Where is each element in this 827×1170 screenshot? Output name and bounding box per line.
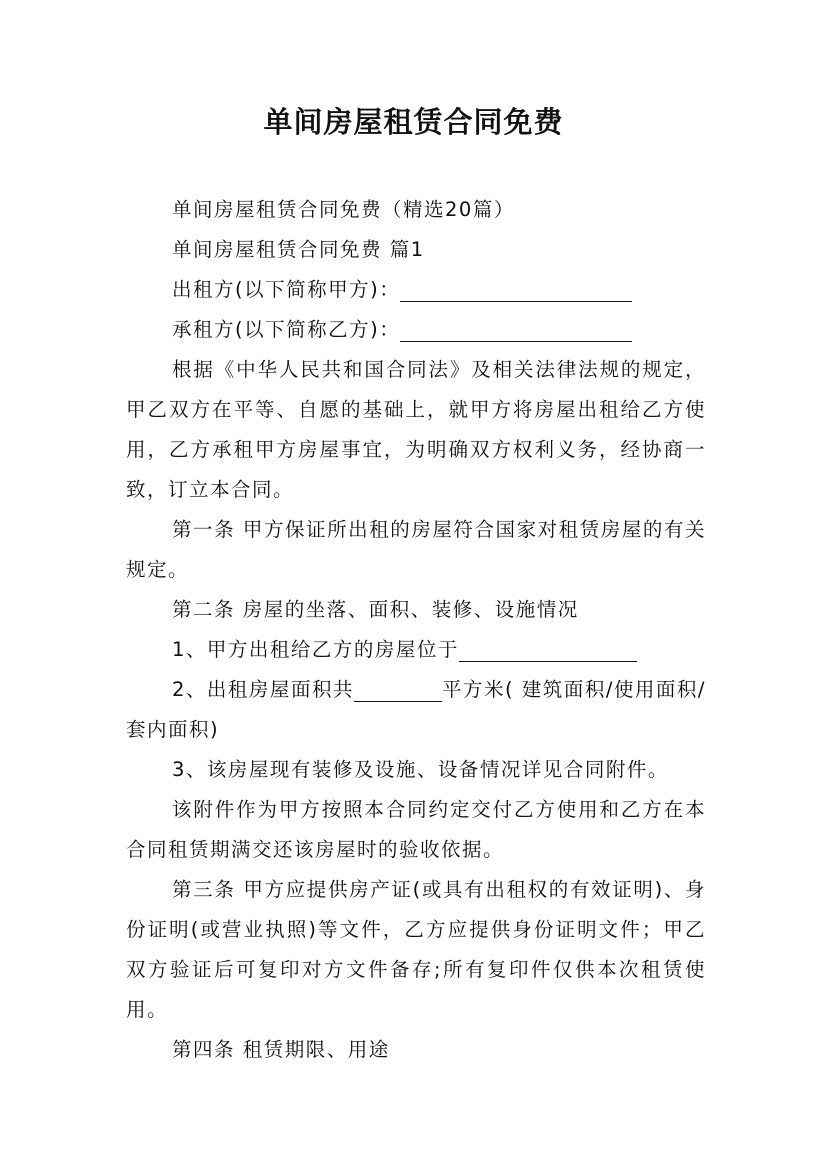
paragraph <box>126 790 706 870</box>
fill-in-blank <box>354 675 442 702</box>
paragraph <box>126 270 706 310</box>
paragraph <box>126 1030 706 1070</box>
paragraph-text: 单间房屋租赁合同免费 篇1 <box>172 238 425 261</box>
paragraph <box>126 870 706 1030</box>
paragraph <box>126 310 706 350</box>
paragraph-text: 第二条 房屋的坐落、面积、装修、设施情况 <box>172 598 579 621</box>
paragraph-text: 出租方(以下简称甲方)： <box>172 278 401 301</box>
paragraph <box>126 750 706 790</box>
paragraph-text: 根据《中华人民共和国合同法》及相关法律法规的规定，甲乙双方在平等、自愿的基础上，就甲方将房屋出租给乙方使用，乙方承租甲方房屋事宜，为明确双方权利义务，经协商一致，订立本合同。 <box>126 358 706 501</box>
paragraph-text: 第三条 甲方应提供房产证(或具有出租权的有效证明)、身份证明(或营业执照)等文件，乙方应提供身份证明文件；甲乙双方验证后可复印对方文件备存;所有复印件仅供本次租赁使用。 <box>126 878 706 1021</box>
paragraph-text: 第四条 租赁期限、用途 <box>172 1038 390 1061</box>
paragraph <box>126 190 706 230</box>
paragraph <box>126 350 706 510</box>
fill-in-blank <box>400 315 632 342</box>
paragraph-text: 单间房屋租赁合同免费（精选20篇） <box>172 198 515 221</box>
paragraph-text: 2、出租房屋面积共 <box>172 678 354 701</box>
fill-in-blank <box>400 275 632 302</box>
paragraph-text: 第一条 甲方保证所出租的房屋符合国家对租赁房屋的有关规定。 <box>126 518 706 581</box>
paragraph <box>126 590 706 630</box>
paragraph-text: 1、甲方出租给乙方的房屋位于 <box>172 638 459 661</box>
paragraph-text: 承租方(以下简称乙方)： <box>172 318 401 341</box>
paragraph-text-after-blank: 平方米( 建筑面积/使用面积/套内面积) <box>126 678 706 741</box>
paragraph <box>126 510 706 590</box>
document-title: 单间房屋租赁合同免费 <box>263 105 564 139</box>
fill-in-blank <box>459 635 637 662</box>
paragraph <box>126 670 706 750</box>
paragraph-text: 3、该房屋现有装修及设施、设备情况详见合同附件。 <box>172 758 669 781</box>
paragraph <box>126 230 706 270</box>
paragraph <box>126 630 706 670</box>
document-body <box>126 190 706 1070</box>
paragraph-text: 该附件作为甲方按照本合同约定交付乙方使用和乙方在本合同租赁期满交还该房屋时的验收依据。 <box>126 798 706 861</box>
